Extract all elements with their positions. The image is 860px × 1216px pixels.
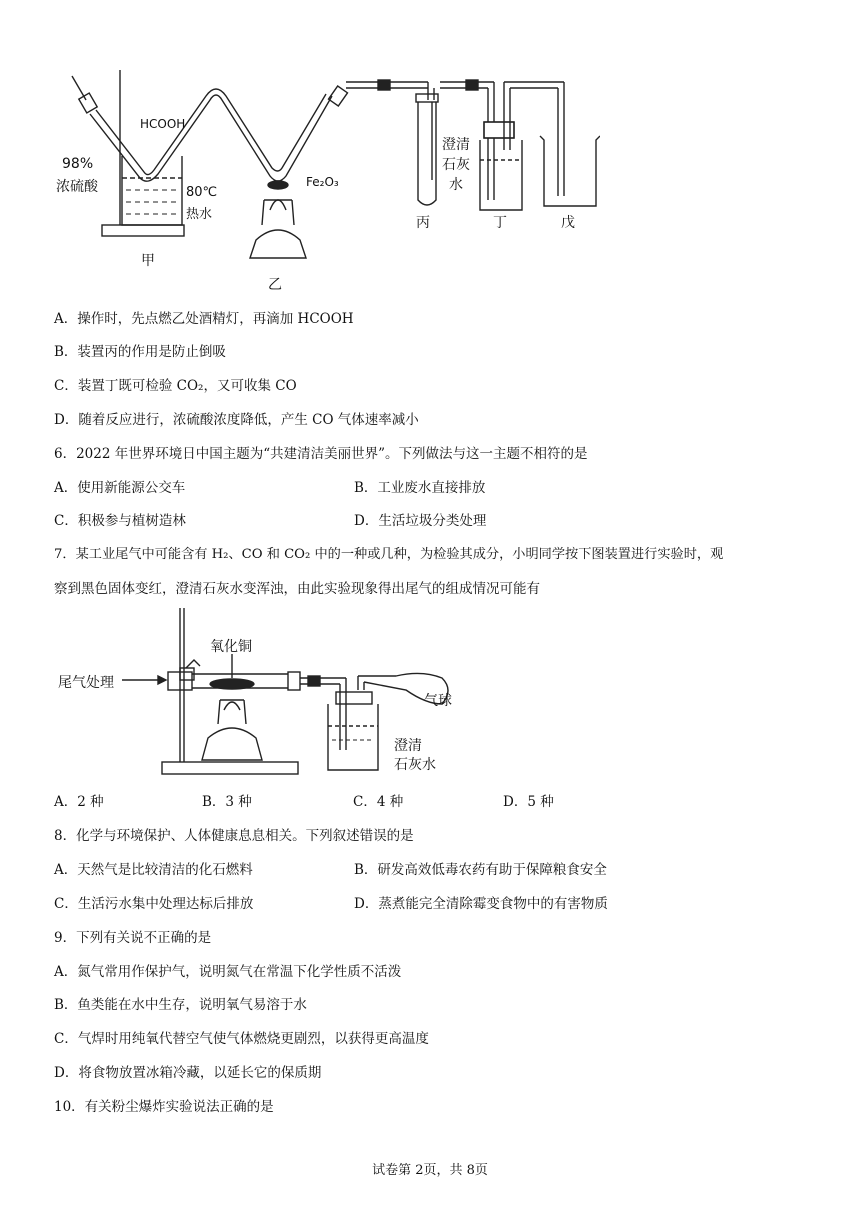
q8-option-c: C．生活污水集中处理达标后排放 <box>54 896 254 912</box>
q8-option-b: B．研发高效低毒农药有助于保障粮食安全 <box>354 862 607 878</box>
hot-water-label: 热水 <box>186 207 213 222</box>
limewater-label-1: 澄清 <box>442 137 470 153</box>
limewater-label-2: 石灰 <box>442 157 470 173</box>
q8-option-a: A．天然气是比较清洁的化石燃料 <box>54 862 253 878</box>
q9-option-c: C．气焊时用纯氧代替空气使气体燃烧更剧烈，以获得更高温度 <box>54 1031 429 1047</box>
temperature-label: 80℃ <box>186 185 218 200</box>
q7-option-c: C．4 种 <box>353 794 404 810</box>
q5-option-d: D．随着反应进行，浓硫酸浓度降低，产生 CO 气体速率减小 <box>54 412 419 428</box>
q9-option-d: D．将食物放置冰箱冷藏，以延长它的保质期 <box>54 1065 322 1081</box>
acid-name-label: 浓硫酸 <box>56 179 98 195</box>
q6-option-d: D．生活垃圾分类处理 <box>354 513 487 529</box>
label-yi: 乙 <box>268 277 282 293</box>
label-jia: 甲 <box>141 253 155 269</box>
q5-option-a: A．操作时，先点燃乙处酒精灯，再滴加 HCOOH <box>54 311 354 327</box>
q6-option-a: A．使用新能源公交车 <box>54 480 186 496</box>
q6-stem: 6．2022 年世界环境日中国主题为“共建清洁美丽世界”。下列做法与这一主题不相符的是 <box>54 446 588 462</box>
hcooh-label: HCOOH <box>140 117 186 131</box>
cuo-label: 氧化铜 <box>210 639 252 655</box>
q5-option-c: C．装置丁既可检验 CO₂，又可收集 CO <box>54 378 297 394</box>
q7-stem-line-1: 7．某工业尾气中可能含有 H₂、CO 和 CO₂ 中的一种或几种，为检验其成分，小明同学按下图装置进行实验时，观 <box>54 547 724 562</box>
q9-stem: 9．下列有关说不正确的是 <box>54 930 212 946</box>
q5-option-b: B．装置丙的作用是防止倒吸 <box>54 344 226 360</box>
limewater-label-3: 水 <box>449 177 463 193</box>
label-wu: 戊 <box>561 215 575 231</box>
page-footer: 试卷第 2页，共 8页 <box>372 1163 488 1178</box>
q6-option-b: B．工业废水直接排放 <box>354 480 486 496</box>
exhaust-label: 尾气处理 <box>58 675 114 691</box>
q7-stem-line-2: 察到黑色固体变红，澄清石灰水变浑浊，由此实验现象得出尾气的组成情况可能有 <box>54 581 540 597</box>
limewater-label-a: 澄清 <box>394 738 422 754</box>
q8-option-d: D．蒸煮能完全清除霉变食物中的有害物质 <box>354 896 608 912</box>
q9-option-b: B．鱼类能在水中生存，说明氧气易溶于水 <box>54 997 307 1013</box>
q6-option-c: C．积极参与植树造林 <box>54 513 186 529</box>
q10-stem: 10．有关粉尘爆炸实验说法正确的是 <box>54 1099 274 1115</box>
fe2o3-label: Fe₂O₃ <box>306 175 339 189</box>
q7-option-a: A．2 种 <box>54 794 104 810</box>
label-ding: 丁 <box>493 215 507 231</box>
label-bing: 丙 <box>416 215 430 231</box>
balloon-label: 气球 <box>424 693 452 709</box>
q8-stem: 8．化学与环境保护、人体健康息息相关。下列叙述错误的是 <box>54 828 414 844</box>
q7-option-b: B．3 种 <box>202 794 252 810</box>
q9-option-a: A．氮气常用作保护气，说明氮气在常温下化学性质不活泼 <box>54 964 402 980</box>
limewater-label-b: 石灰水 <box>394 757 436 773</box>
q7-option-d: D．5 种 <box>503 794 554 810</box>
acid-percent-label: 98% <box>62 156 94 172</box>
